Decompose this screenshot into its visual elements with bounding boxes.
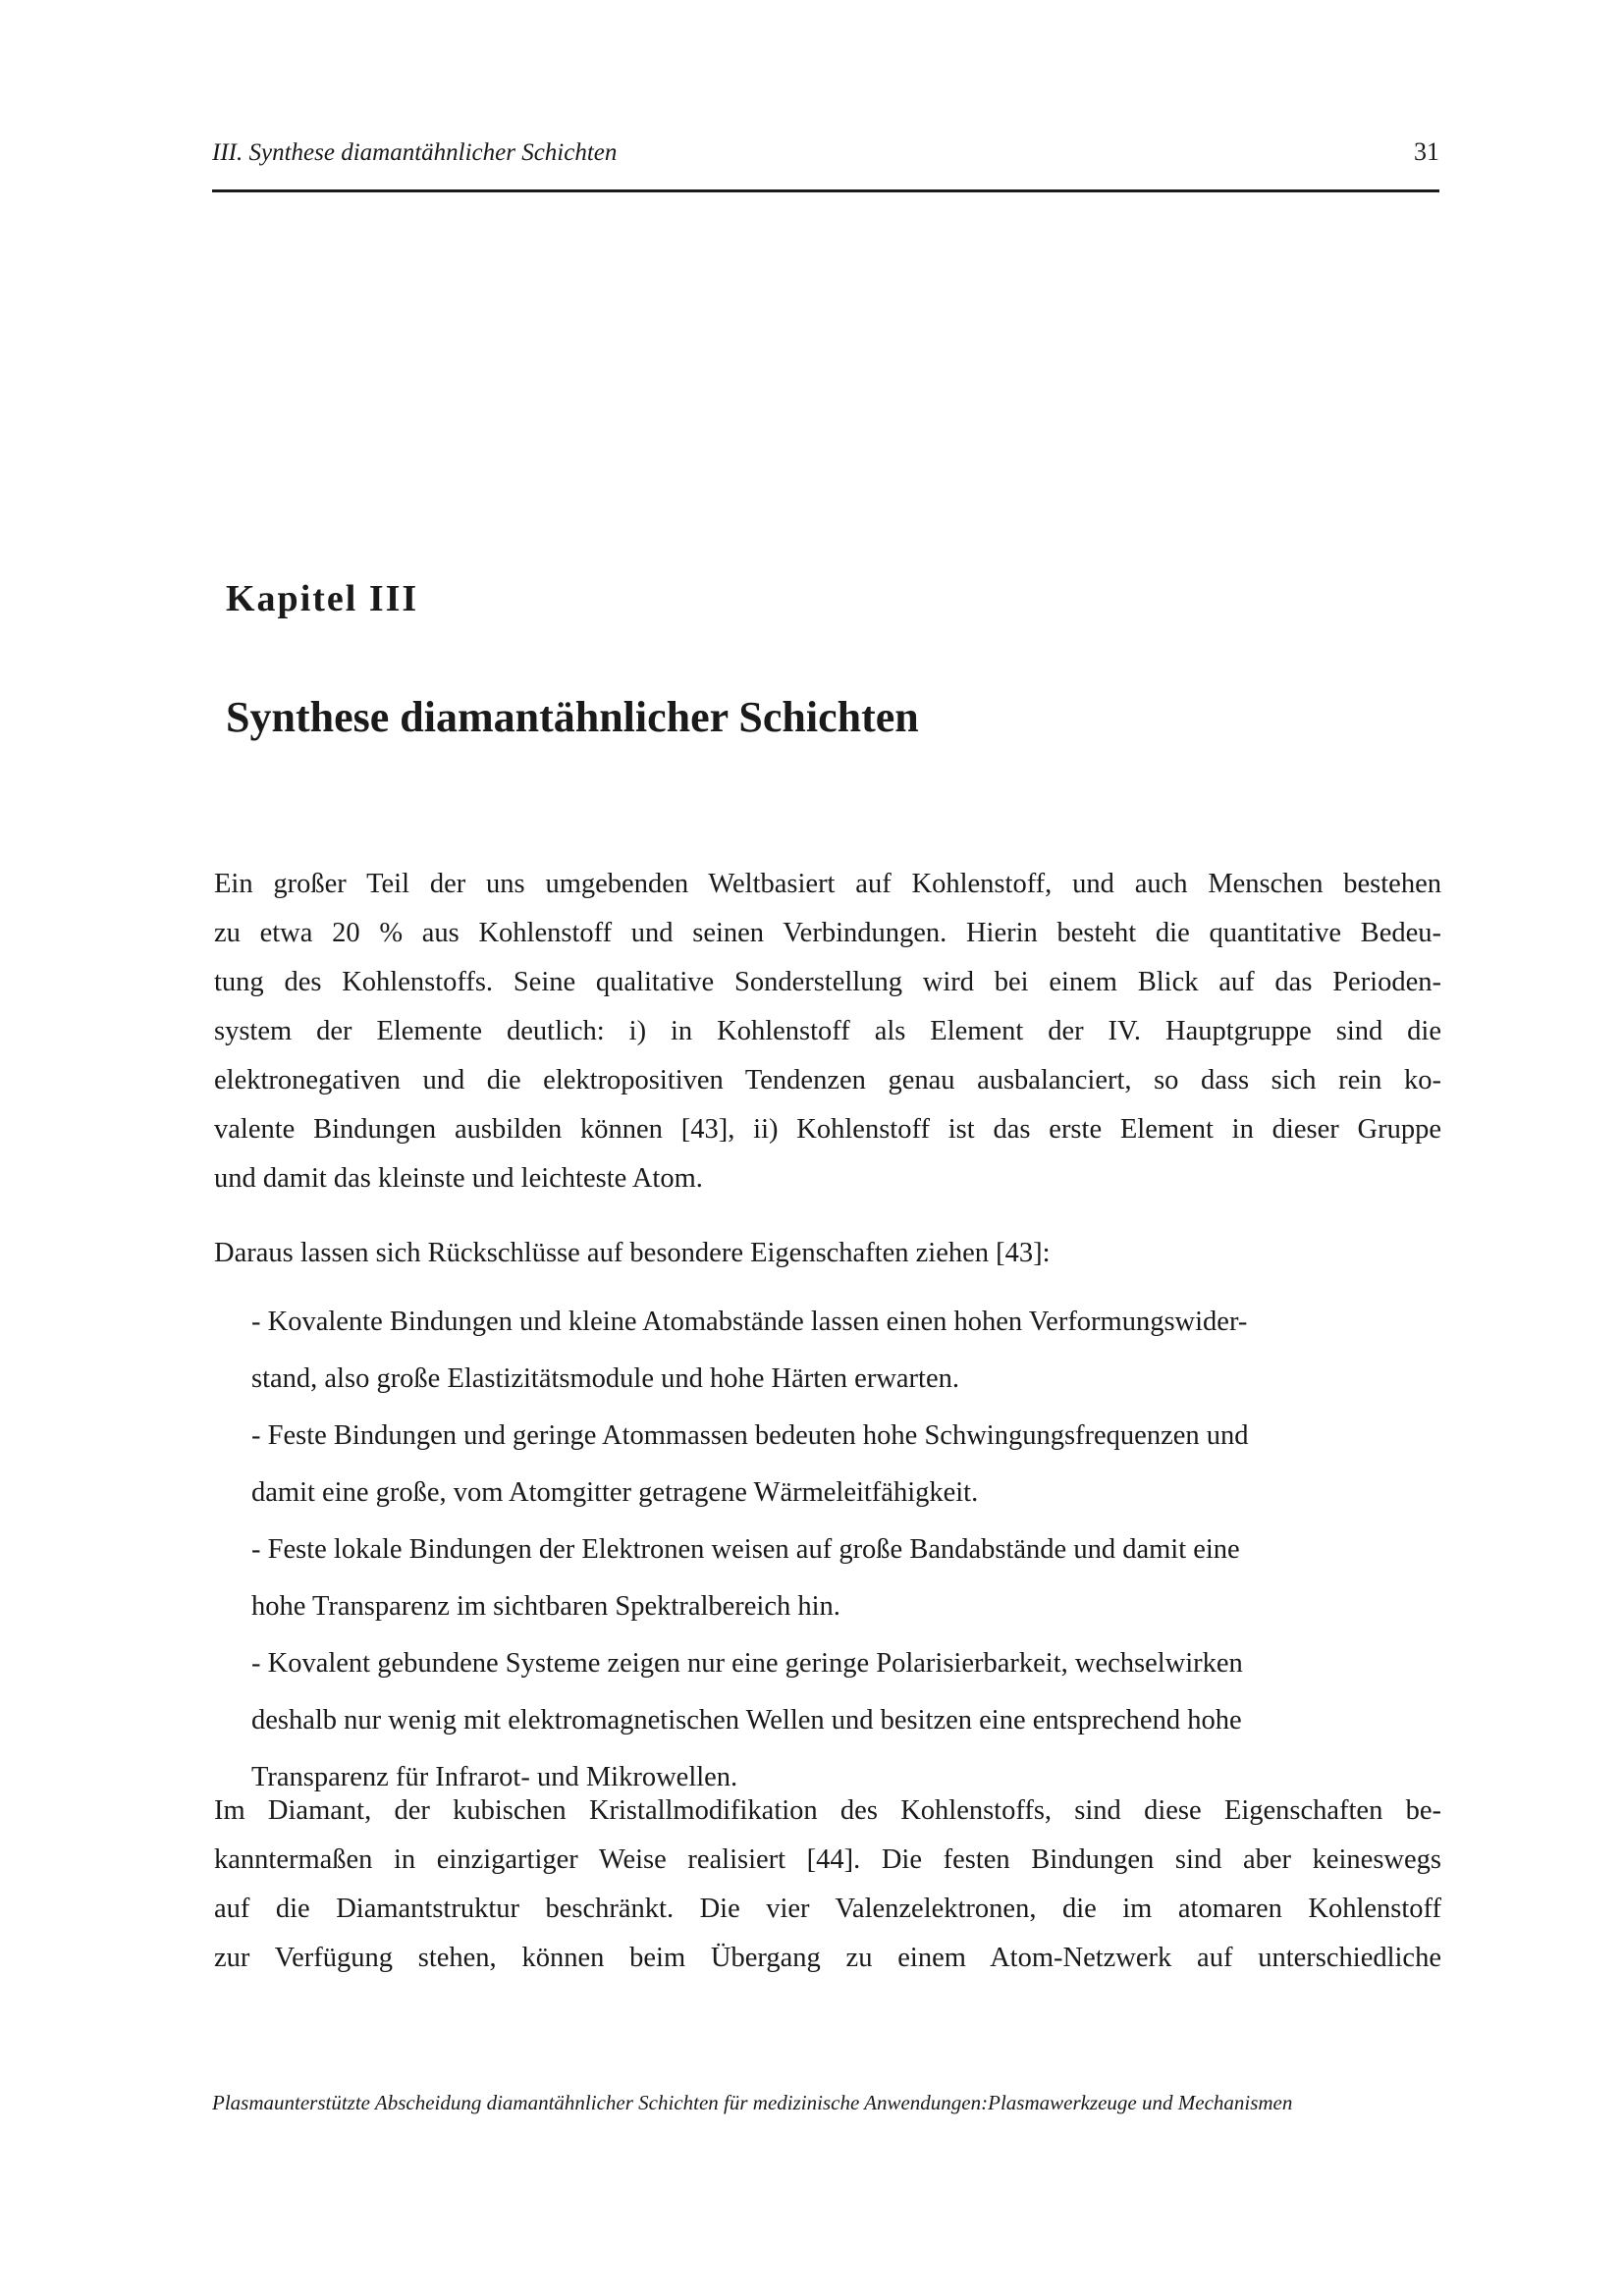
paragraph-3-line: auf die Diamantstruktur beschränkt. Die vier Valenzelektronen, die im atomaren Kohlenstoff	[214, 1894, 1441, 1924]
chapter-title: Synthese diamantähnlicher Schichten	[226, 693, 919, 741]
list-item-line: - Kovalent gebundene Systeme zeigen nur eine geringe Polarisierbarkeit, wechselwirken	[251, 1648, 1243, 1679]
paragraph-3	[214, 1787, 1441, 1983]
list-item-line: - Feste Bindungen und geringe Atommassen bedeuten hohe Schwingungsfrequenzen und	[251, 1420, 1249, 1451]
list-item-line: damit eine große, vom Atomgitter getragene Wärmeleitfähigkeit.	[251, 1477, 979, 1508]
list-item-line: - Kovalente Bindungen und kleine Atomabstände lassen einen hohen Verformungswider-	[251, 1307, 1248, 1337]
header-rule	[212, 189, 1439, 192]
list-item-line: stand, also große Elastizitätsmodule und hohe Härten erwarten.	[251, 1363, 959, 1394]
property-list	[251, 1294, 1410, 1806]
paragraph-1-line: und damit das kleinste und leichteste Atom.	[214, 1163, 703, 1194]
list-item-line: - Feste lokale Bindungen der Elektronen weisen auf große Bandabstände und damit eine	[251, 1534, 1240, 1565]
paragraph-1-line: system der Elemente deutlich: i) in Kohlenstoff als Element der IV. Hauptgruppe sind die	[214, 1016, 1441, 1046]
page-number: 31	[1414, 137, 1439, 166]
paragraph-1-line: zu etwa 20 % aus Kohlenstoff und seinen Verbindungen. Hierin besteht die quantitative Bedeu-	[214, 918, 1441, 948]
list-item-line: deshalb nur wenig mit elektromagnetischen Wellen und besitzen eine entsprechend hohe	[251, 1705, 1242, 1735]
list-item-line: hohe Transparenz im sichtbaren Spektralbereich hin.	[251, 1591, 840, 1622]
running-title: III. Synthese diamantähnlicher Schichten	[212, 139, 618, 166]
list-item	[251, 1294, 1410, 1408]
chapter-label: Kapitel III	[226, 578, 419, 619]
paragraph-1	[214, 860, 1441, 1203]
paragraph-1-line: tung des Kohlenstoffs. Seine qualitative Sonderstellung wird bei einem Blick auf das Perioden-	[214, 967, 1441, 997]
paragraph-1-line: elektronegativen und die elektropositiven Tendenzen genau ausbalanciert, so dass sich rein ko-	[214, 1065, 1441, 1095]
paragraph-3-line: Im Diamant, der kubischen Kristallmodifikation des Kohlenstoffs, sind diese Eigenschaften be-	[214, 1795, 1441, 1826]
paragraph-3-line: zur Verfügung stehen, können beim Übergang zu einem Atom-Netzwerk auf unterschiedliche	[214, 1943, 1441, 1973]
running-header	[212, 135, 1439, 175]
paragraph-1-line: valente Bindungen ausbilden können [43], ii) Kohlenstoff ist das erste Element in dieser Gruppe	[214, 1114, 1441, 1145]
list-item	[251, 1408, 1410, 1522]
paragraph-2-line: Daraus lassen sich Rückschlüsse auf besondere Eigenschaften ziehen [43]:	[214, 1238, 1051, 1268]
paragraph-3-line: kanntermaßen in einzigartiger Weise realisiert [44]. Die festen Bindungen sind aber keineswegs	[214, 1844, 1441, 1875]
list-item-line: Transparenz für Infrarot- und Mikrowellen.	[251, 1762, 738, 1792]
paragraph-2	[214, 1229, 1441, 1278]
list-item	[251, 1522, 1410, 1635]
list-item	[251, 1635, 1410, 1806]
paragraph-1-line: Ein großer Teil der uns umgebenden Weltbasiert auf Kohlenstoff, und auch Menschen bestehen	[214, 869, 1441, 899]
running-footer: Plasmaunterstützte Abscheidung diamantähnlicher Schichten für medizinische Anwendungen:Plasmawerkzeuge und Mechanismen	[212, 2091, 1293, 2114]
